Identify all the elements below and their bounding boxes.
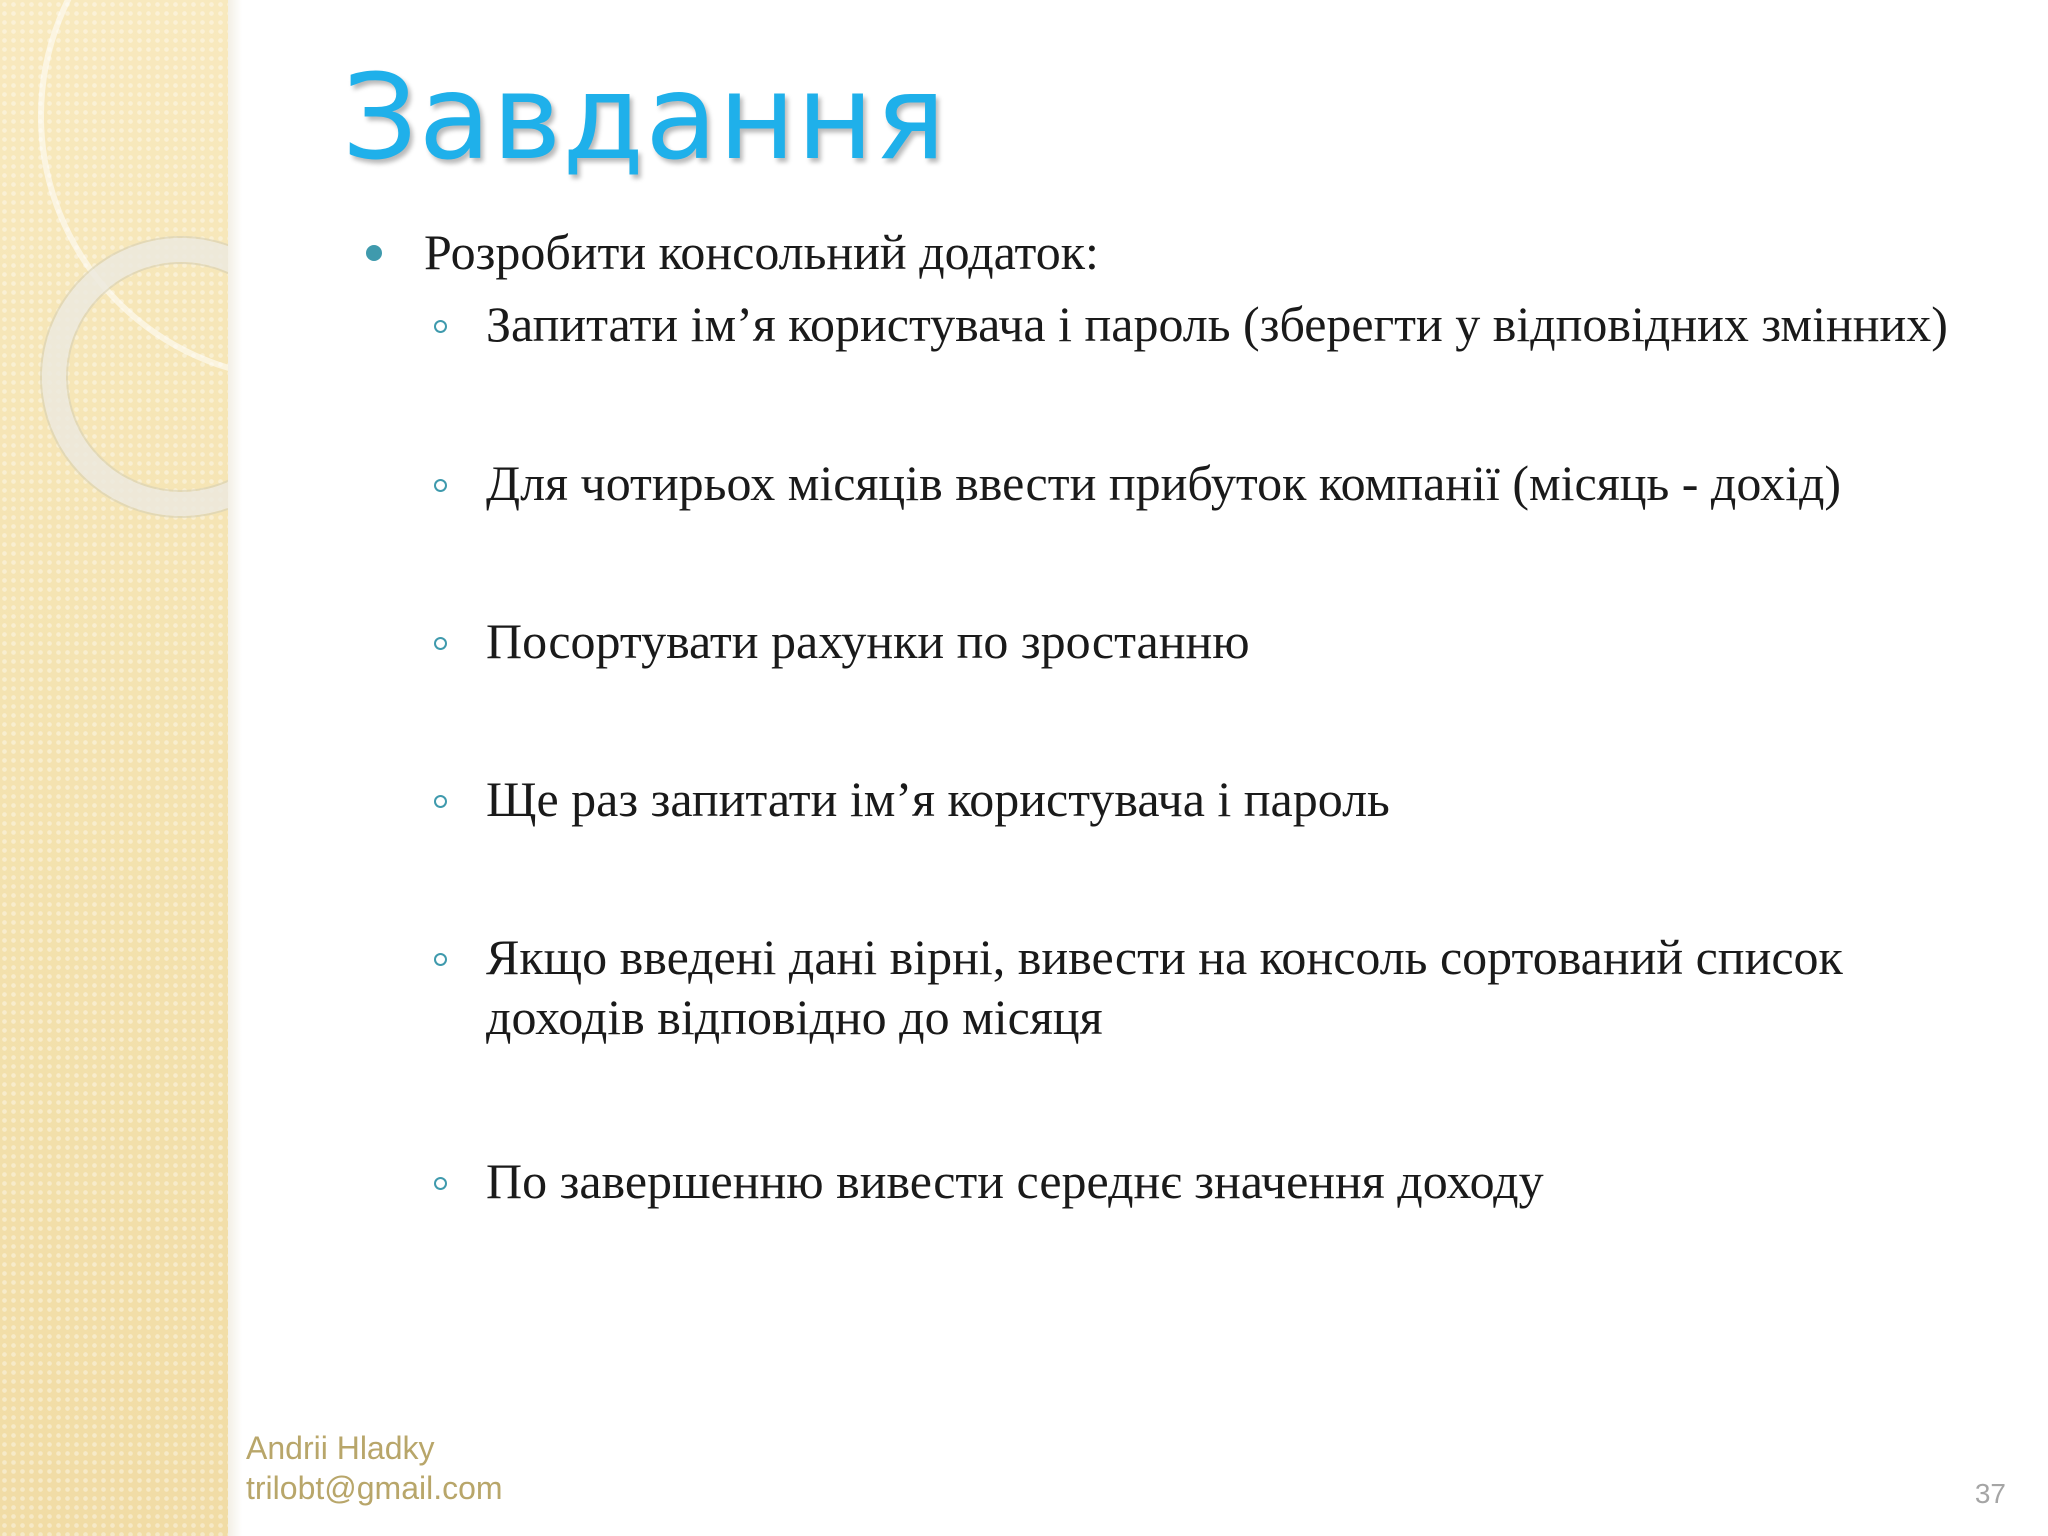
sub-bullet-item xyxy=(358,453,1998,513)
sub-bullet-text: Запитати ім’я користувача і пароль (зберегти у відповідних змінних) xyxy=(486,296,1948,352)
ring-bullet-icon xyxy=(434,795,447,808)
ring-bullet-icon xyxy=(434,320,447,333)
bullet-dot-icon xyxy=(366,245,382,261)
ring-bullet-icon xyxy=(434,1177,447,1190)
sub-bullet-item xyxy=(358,294,1998,354)
sub-bullet-text: Ще раз запитати ім’я користувача і пароль xyxy=(486,771,1390,827)
decorative-ring-small xyxy=(42,238,228,516)
ring-bullet-icon xyxy=(434,953,447,966)
sub-bullet-list xyxy=(358,294,1998,1211)
ring-bullet-icon xyxy=(434,479,447,492)
slide-title: Завдання xyxy=(342,48,947,186)
footer-author-block xyxy=(246,1428,503,1508)
sub-bullet-item xyxy=(358,1151,1998,1211)
page-number: 37 xyxy=(1974,1478,2006,1509)
bullet-text: Розробити консольний додаток: xyxy=(424,224,1099,280)
footer-email: trilobt@gmail.com xyxy=(246,1470,503,1506)
sub-bullet-text: Посортувати рахунки по зростанню xyxy=(486,613,1250,669)
slide-content xyxy=(358,222,1998,1211)
sub-bullet-text: По завершенню вивести середнє значення доходу xyxy=(486,1153,1544,1209)
sidebar-divider xyxy=(228,0,242,1536)
bullet-item xyxy=(358,222,1998,282)
ring-bullet-icon xyxy=(434,637,447,650)
footer-author-name: Andrii Hladky xyxy=(246,1430,435,1466)
sub-bullet-text: Для чотирьох місяців ввести прибуток компанії (місяць - дохід) xyxy=(486,455,1842,511)
decorative-sidebar xyxy=(0,0,228,1536)
sub-bullet-item xyxy=(358,927,1998,1047)
sub-bullet-item xyxy=(358,611,1998,671)
sub-bullet-item xyxy=(358,769,1998,829)
sub-bullet-text: Якщо введені дані вірні, вивести на консоль сортований список доходів відповідно до місяця xyxy=(486,929,1843,1045)
